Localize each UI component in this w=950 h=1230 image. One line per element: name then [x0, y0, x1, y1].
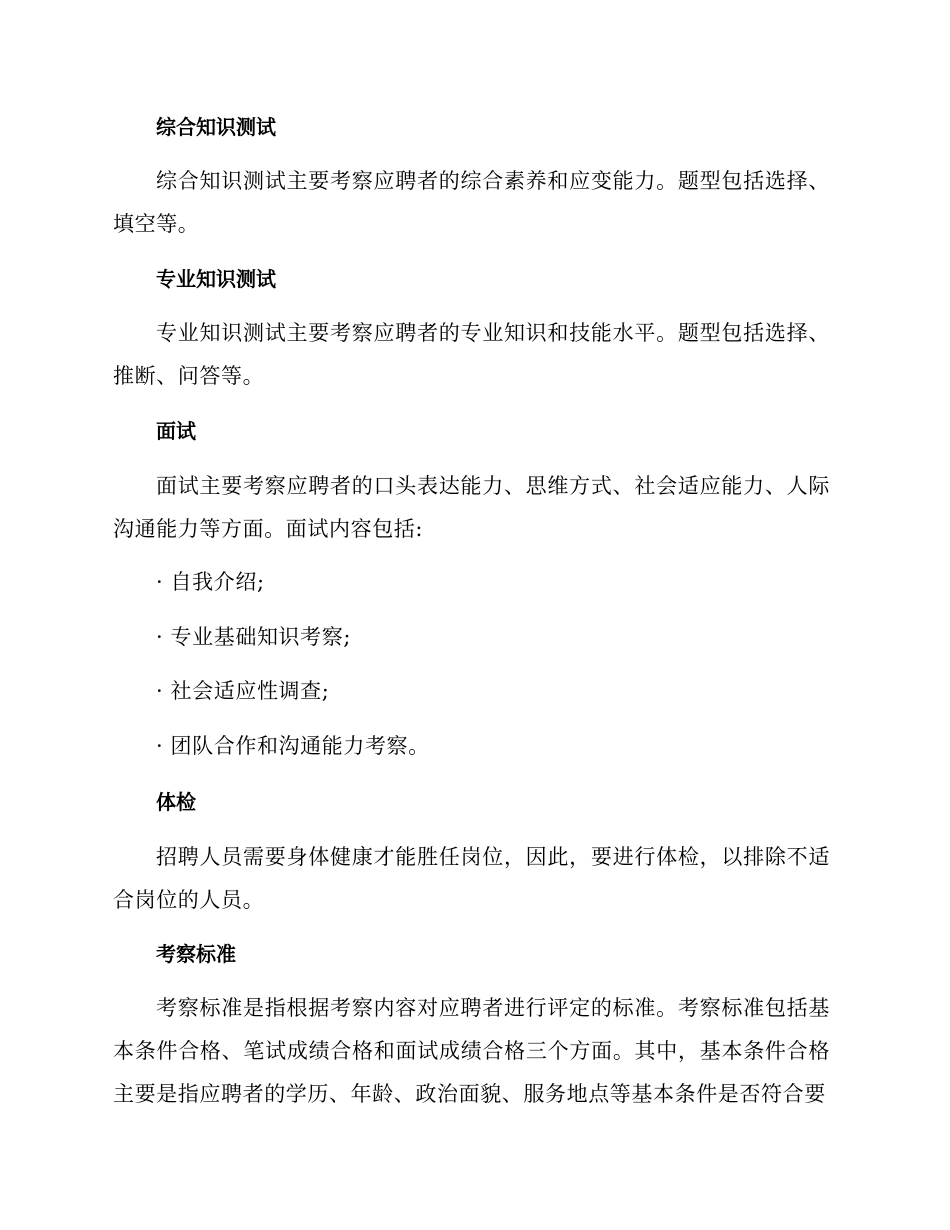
section-paragraph-general-knowledge-test: 综合知识测试主要考察应聘者的综合素养和应变能力。题型包括选择、填空等。 — [113, 169, 830, 236]
section-heading-general-knowledge-test: 综合知识测试 — [156, 115, 276, 139]
list-item: · 社会适应性调查; — [156, 679, 330, 703]
section-heading-professional-knowledge-test: 专业知识测试 — [156, 267, 276, 291]
list-item: · 专业基础知识考察; — [156, 625, 352, 649]
section-paragraph-physical-exam: 招聘人员需要身体健康才能胜任岗位，因此，要进行体检，以排除不适合岗位的人员。 — [113, 845, 830, 912]
section-heading-physical-exam: 体检 — [156, 790, 196, 814]
section-heading-evaluation-criteria: 考察标准 — [156, 942, 236, 966]
list-item: · 自我介绍; — [156, 570, 265, 594]
section-heading-interview: 面试 — [156, 419, 196, 443]
section-paragraph-interview: 面试主要考察应聘者的口头表达能力、思维方式、社会适应能力、人际沟通能力等方面。面试内容包括: — [113, 474, 830, 541]
section-paragraph-evaluation-criteria: 考察标准是指根据考察内容对应聘者进行评定的标准。考察标准包括基本条件合格、笔试成绩合格和面试成绩合格三个方面。其中，基本条件合格主要是指应聘者的学历、年龄、政治面貌、服务地点等基本条件是否符合要 — [113, 996, 830, 1106]
section-paragraph-professional-knowledge-test: 专业知识测试主要考察应聘者的专业知识和技能水平。题型包括选择、推断、问答等。 — [113, 321, 830, 388]
list-item: · 团队合作和沟通能力考察。 — [156, 734, 430, 758]
